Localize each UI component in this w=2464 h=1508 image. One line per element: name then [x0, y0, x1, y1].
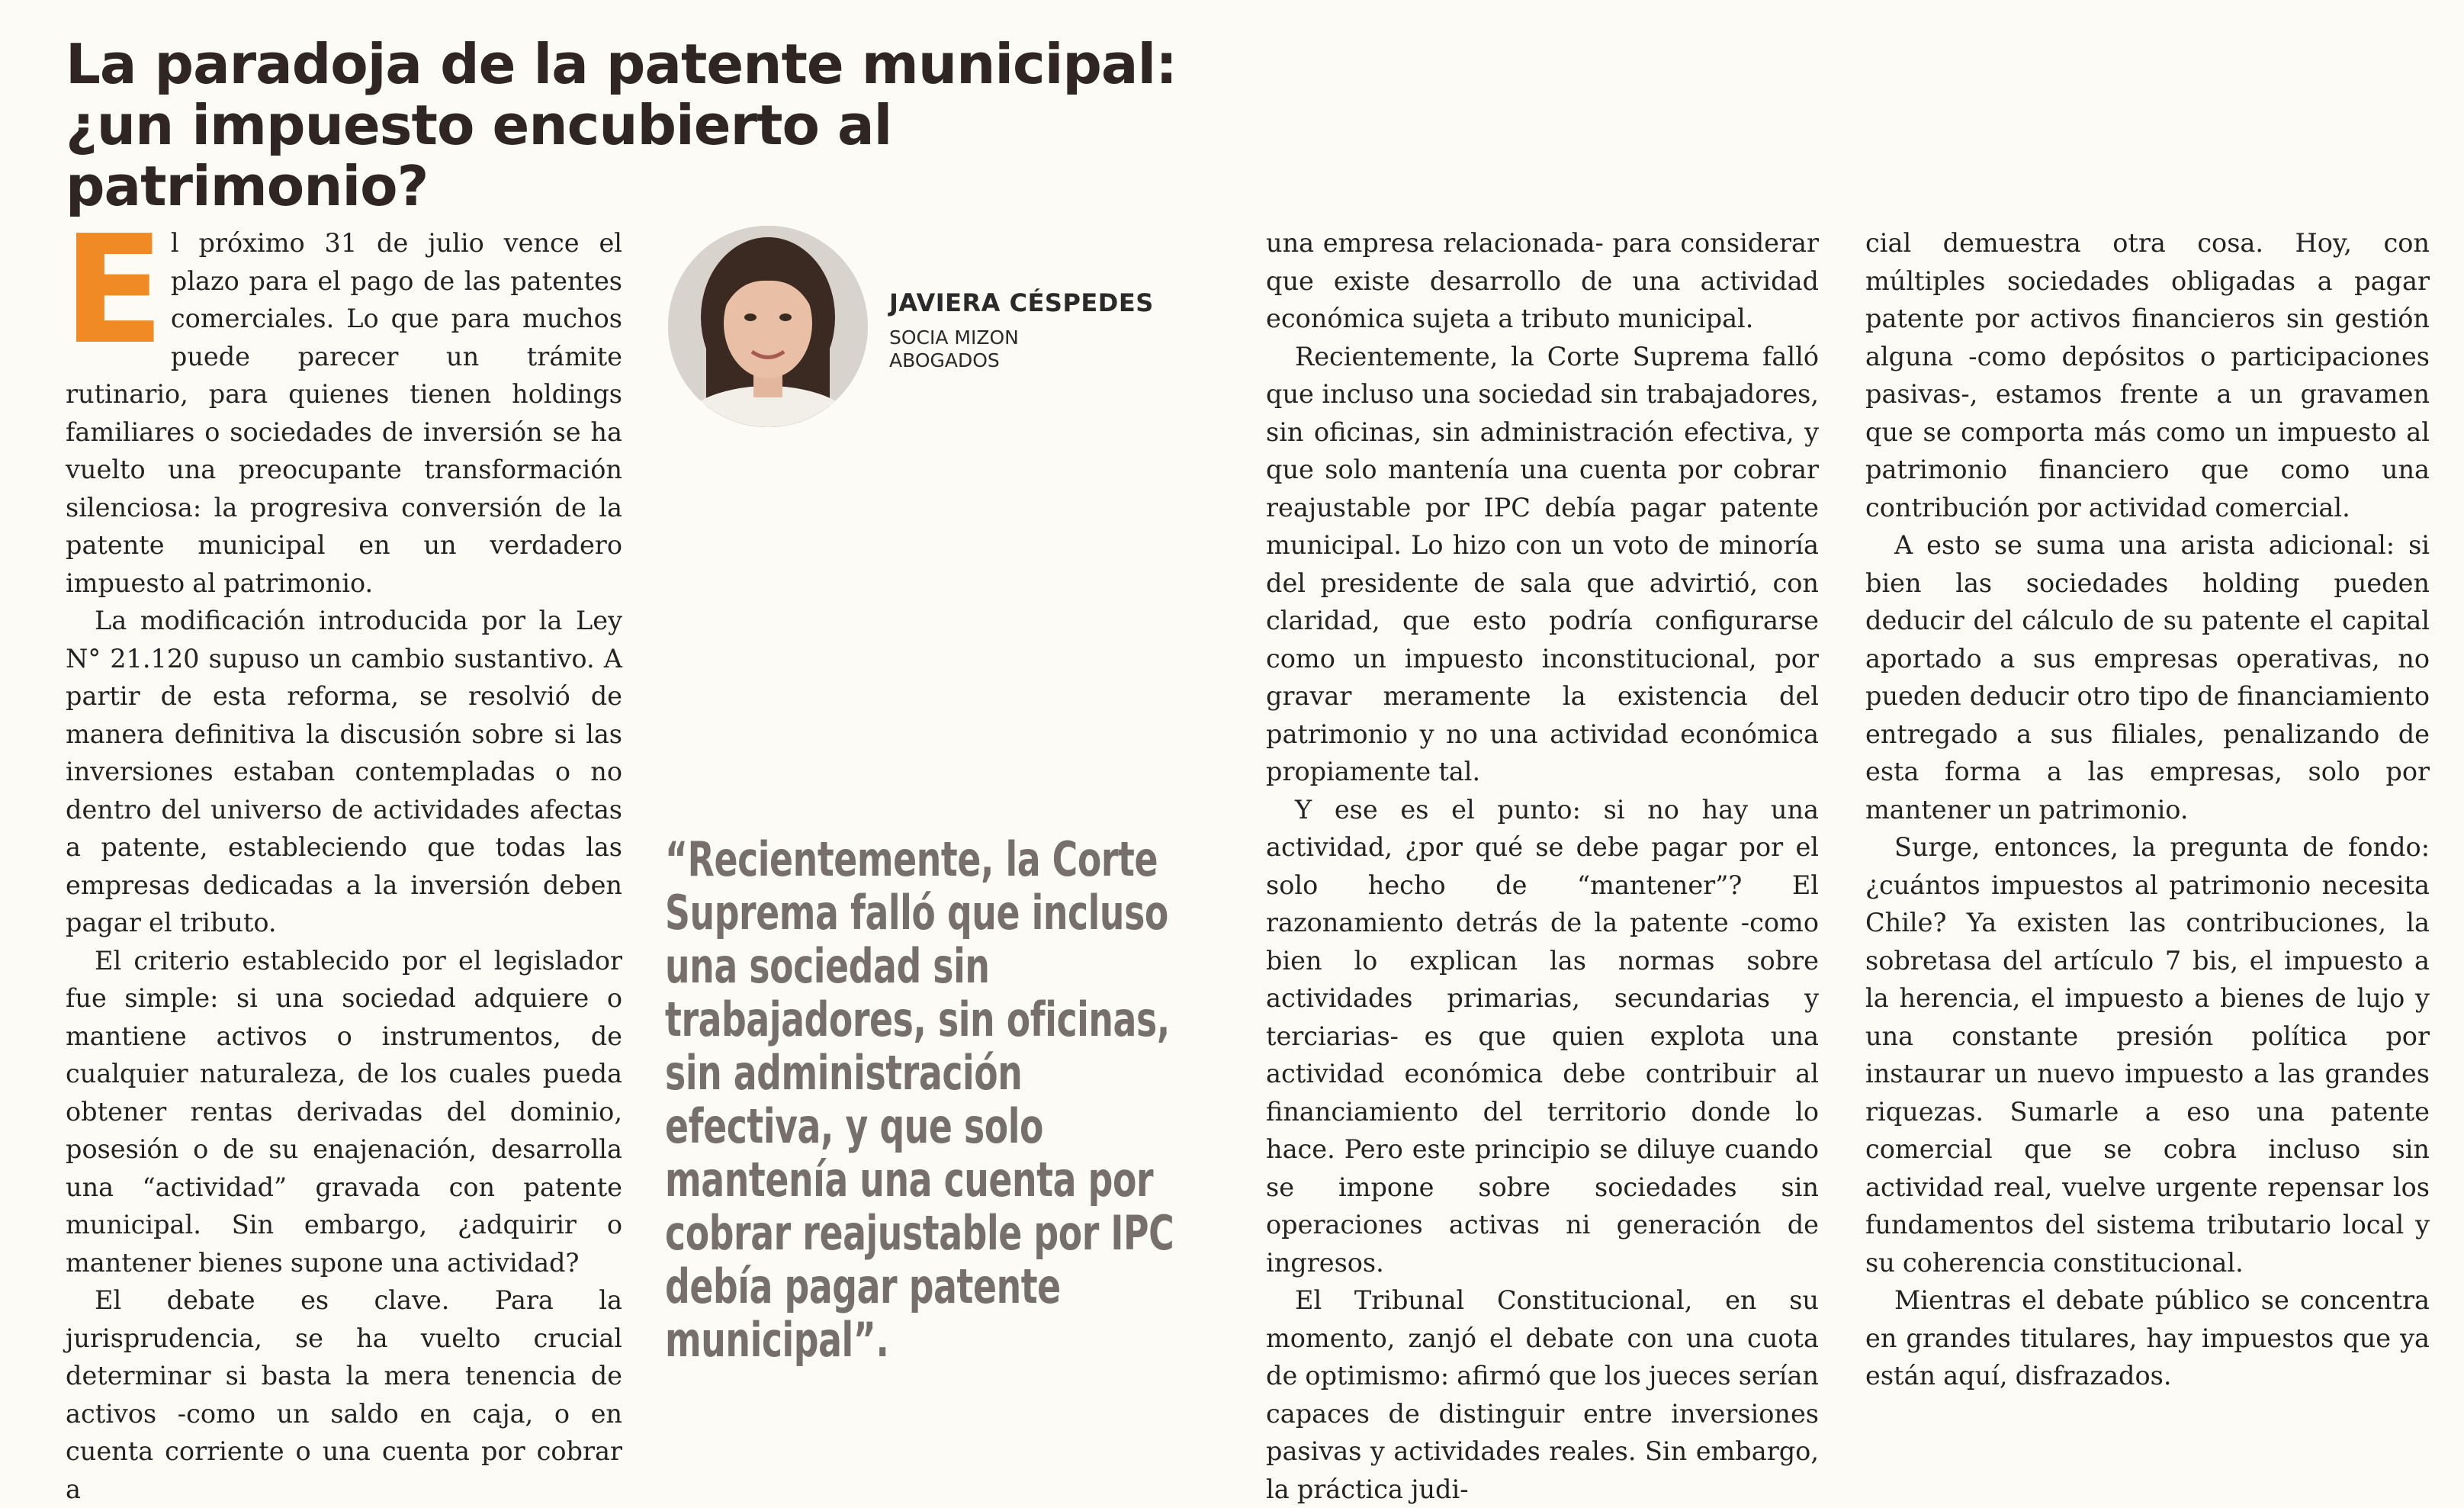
paragraph: una empresa relacionada- para considerar que existe desarrollo de una actividad económica sujeta a tributo municipal. — [1266, 228, 1819, 333]
paragraph: A esto se suma una arista adicional: si bien las sociedades holding pueden deducir del cálculo de su patente el capital aportado a sus empresas operativas, no pueden deducir otro tipo de financiamiento entregado a sus filiales, penalizando de esta forma a las empresas, solo por mantener un patrimonio. — [1865, 530, 2430, 825]
author-name: JAVIERA CÉSPEDES — [889, 288, 1154, 317]
article-column-4 — [1865, 224, 2430, 1395]
pull-quote: “Recientemente, la Corte Suprema falló que incluso una sociedad sin trabajadores, sin oficinas, sin administración efectiva, y que solo mantenía una cuenta por cobrar reajustable por IPC debía pagar patente municipal”. — [665, 831, 1174, 1368]
paragraph: La modificación introducida por la Ley N° 21.120 supuso un cambio sustantivo. A partir de esta reforma, se resolvió de manera definitiva la discusión sobre si las inversiones estaban contempladas o no dentro del universo de actividades afectas a patente, estableciendo que todas las empresas dedicadas a la inversión deben pagar el tributo. — [66, 606, 622, 937]
author-role: SOCIA MIZON ABOGADOS — [889, 326, 1019, 371]
paragraph: El criterio establecido por el legislador fue simple: si una sociedad adquiere o mantiene activos o instrumentos, de cualquier naturaleza, de los cuales pueda obtener rentas derivadas del dominio, posesión o de su enajenación, desarrolla una “actividad” gravada con patente municipal. Sin embargo, ¿adquirir o mantener bienes supone una actividad? — [66, 945, 622, 1278]
drop-cap: E — [63, 204, 165, 378]
paragraph: Recientemente, la Corte Suprema falló que incluso una sociedad sin trabajadores, sin oficinas, sin administración efectiva, y que solo mantenía una cuenta por cobrar reajustable por IPC debía pagar patente municipal. Lo hizo con un voto de minoría del presidente de sala que advirtió, con claridad, que esto podría configurarse como un impuesto inconstitucional, por gravar meramente la existencia del patrimonio y no una actividad económica propiamente tal. — [1266, 341, 1819, 786]
paragraph: El Tribunal Constitucional, en su momento, zanjó el debate con una cuota de optimismo: afirmó que los jueces serían capaces de distinguir entre inversiones pasivas y actividades reales. Sin embargo, la práctica judi- — [1266, 1285, 1819, 1504]
paragraph: El próximo 31 de julio vence el plazo para el pago de las patentes comerciales. Lo que para muchos puede parecer un trámite rutinario, para quienes tienen holdings familiares o sociedades de inversión se ha vuelto una preocupante transformación silenciosa: la progresiva conversión de la patente municipal en un verdadero impuesto al patrimonio. — [63, 204, 622, 598]
article-column-1 — [63, 204, 622, 1508]
paragraph: Surge, entonces, la pregunta de fondo: ¿cuántos impuestos al patrimonio necesita Chile? Ya existen las contribuciones, la sobretasa del artículo 7 bis, el impuesto a la herencia, el impuesto a bienes de lujo y una constante presión política por instaurar un nuevo impuesto a las grandes riquezas. Sumarle a eso una patente comercial que se cobra incluso sin actividad real, vuelve urgente repensar los fundamentos del sistema tributario local y su coherencia constitucional. — [1865, 832, 2430, 1278]
paragraph: El debate es clave. Para la jurisprudencia, se ha vuelto crucial determinar si basta la mera tenencia de activos -como un saldo en caja, o en cuenta corriente o una cuenta por cobrar a — [66, 1285, 622, 1504]
paragraph: cial demuestra otra cosa. Hoy, con múltiples sociedades obligadas a pagar patente por activos financieros sin gestión alguna -como depósitos o participaciones pasivas-, estamos frente a un gravamen que se comporta más como un impuesto al patrimonio financiero que como una contribución por actividad comercial. — [1865, 228, 2430, 522]
author-photo — [668, 226, 868, 427]
paragraph: Y ese es el punto: si no hay una actividad, ¿por qué se debe pagar por el solo hecho de “mantener”? El razonamiento detrás de la patente -como bien lo explican las normas sobre actividades primarias, secundarias y terciarias- es que quien explota una actividad económica debe contribuir al financiamiento del territorio donde lo hace. Pero este principio se diluye cuando se impone sobre sociedades sin operaciones activas ni generación de ingresos. — [1266, 794, 1819, 1278]
paragraph: Mientras el debate público se concentra en grandes titulares, hay impuestos que ya están aquí, disfrazados. — [1865, 1285, 2430, 1391]
article-column-3 — [1266, 224, 1819, 1508]
article-headline: La paradoja de la patente municipal: ¿un impuesto encubierto al patrimonio? — [66, 32, 1177, 218]
